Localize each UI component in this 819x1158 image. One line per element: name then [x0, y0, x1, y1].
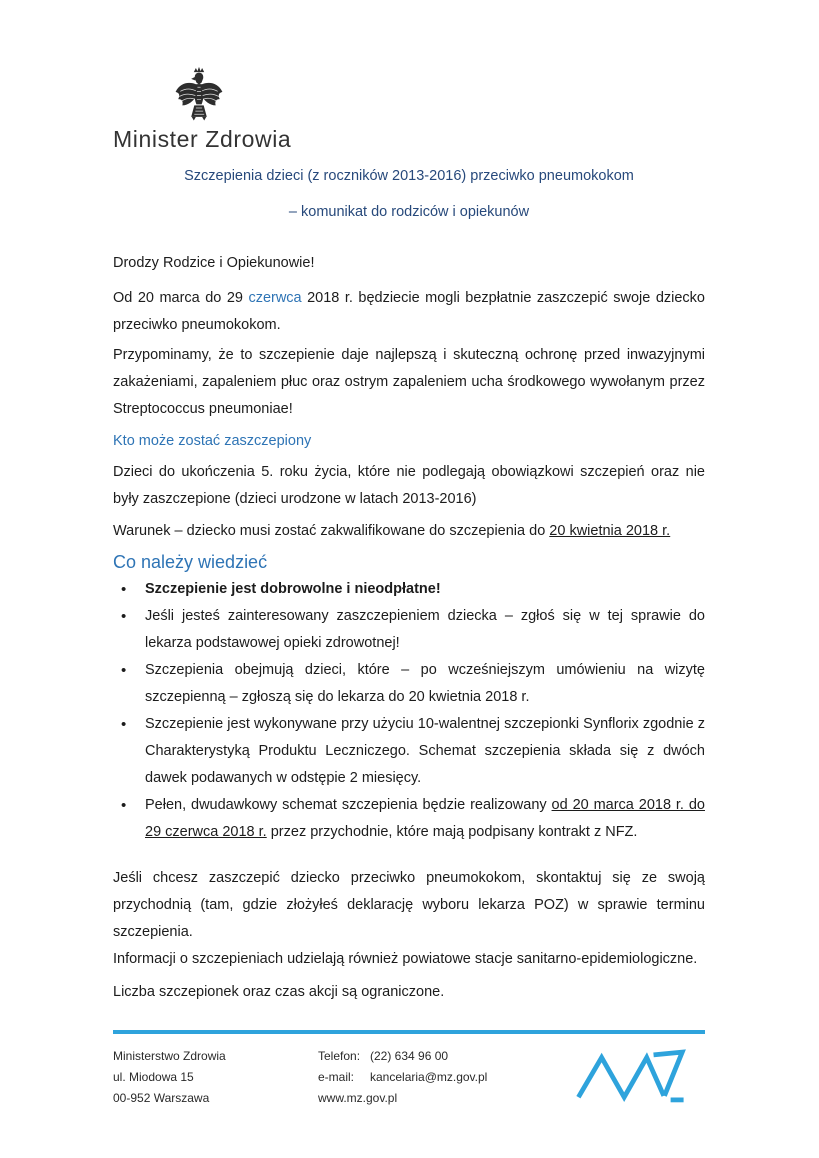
bullet-schedule-dates-underlined: od 20 marca 2018 r. do 29 czerwca 2018 r. [145, 797, 705, 840]
footer-phone-row [318, 1046, 553, 1067]
condition-deadline-underlined: 20 kwietnia 2018 r. [549, 523, 671, 539]
intro-month-highlight: czerwca [248, 290, 302, 306]
document-title [113, 167, 705, 221]
footer-address-city: 00-952 Warszawa [113, 1091, 210, 1105]
footer [113, 1046, 705, 1111]
document-body [113, 250, 705, 1006]
intro-seg1: Od 20 marca do 29 [113, 290, 249, 306]
paragraph-condition [113, 518, 705, 545]
paragraph-vaccination-period [113, 285, 705, 339]
footer-email-row [318, 1067, 553, 1088]
heading-who-can-be-vaccinated: Kto może zostać zaszczepiony [113, 433, 312, 449]
footer-contact [318, 1046, 553, 1109]
condition-seg1: Warunek – dziecko musi zostać zakwalifikowane do szczepienia do [113, 523, 550, 539]
footer-divider [113, 1030, 705, 1034]
bullet-contact-doctor: Jeśli jesteś zainteresowany zaszczepieniem dziecka – zgłoś się w tej sprawie do lekarza podstawowej opieki zdrowotnej! [145, 608, 705, 651]
heading-what-to-know: Co należy wiedzieć [113, 552, 268, 572]
paragraph-limited-supply: Liczba szczepionek oraz czas akcji są ograniczone. [113, 984, 445, 1000]
footer-website: www.mz.gov.pl [318, 1091, 398, 1105]
list-item [145, 603, 705, 657]
footer-email-value: kancelaria@mz.gov.pl [370, 1070, 488, 1084]
footer-address-org: Ministerstwo Zdrowia [113, 1049, 226, 1063]
list-item [145, 576, 705, 603]
list-item [145, 657, 705, 711]
footer-phone-label: Telefon: [318, 1049, 361, 1063]
list-item [145, 792, 705, 846]
bullet-schedule-seg1: Pełen, dwudawkowy schemat szczepienia będzie realizowany [145, 797, 552, 813]
polish-eagle-emblem [173, 66, 225, 124]
bullet-appointment: Szczepienia obejmują dzieci, które – po wcześniejszym umówieniu na wizytę szczepienną – zgłoszą się do lekarza do 20 kwietnia 2018 r. [145, 662, 705, 705]
bullet-synflorix-schema: Szczepienie jest wykonywane przy użyciu 10-walentnej szczepionki Synflorix zgodnie z Charakterystyką Produktu Leczniczego. Schemat szczepienia składa się z dwóch dawek podawanych w odstępie 2 miesięcy. [145, 716, 705, 786]
document-title-line1: Szczepienia dzieci (z roczników 2013-2016) przeciwko pneumokokom [184, 168, 634, 184]
ministry-name: Minister Zdrowia [113, 126, 292, 152]
mz-logo [557, 1046, 705, 1111]
footer-address-street: ul. Miodowa 15 [113, 1070, 194, 1084]
paragraph-contact-clinic: Jeśli chcesz zaszczepić dziecko przeciwko pneumokokom, skontaktuj się ze swoją przychodnią (tam, gdzie złożyłeś deklarację wyboru lekarza POZ) w sprawie terminu szczepienia. [113, 870, 705, 940]
key-points-list [113, 576, 705, 846]
bullet-schedule-seg3: przez przychodnie, które mają podpisany kontrakt z NFZ. [266, 824, 638, 840]
document-title-line2: – komunikat do rodziców i opiekunów [288, 204, 530, 220]
footer-address [113, 1046, 318, 1109]
bullet-voluntary-free: Szczepienie jest dobrowolne i nieodpłatne! [145, 581, 441, 597]
list-item [145, 711, 705, 792]
paragraph-reminder: Przypominamy, że to szczepienie daje najlepszą i skuteczną ochronę przed inwazyjnymi zakażeniami, zapaleniem płuc oraz ostrym zapaleniem ucha środkowego wywołanym przez Streptococcus pneumoniae! [113, 347, 705, 417]
footer-email-label: e-mail: [318, 1070, 355, 1084]
paragraph-sanitary-stations: Informacji o szczepieniach udzielają również powiatowe stacje sanitarno-epidemiologiczne. [113, 951, 698, 967]
paragraph-eligible-children: Dzieci do ukończenia 5. roku życia, które nie podlegają obowiązkowi szczepień oraz nie były zaszczepione (dzieci urodzone w latach 2013-2016) [113, 464, 705, 507]
intro-seg3: 2018 r. będziecie mogli bezpłatnie zaszczepić swoje dziecko przeciwko pneumokokom. [113, 290, 705, 333]
footer-phone-value: (22) 634 96 00 [370, 1049, 449, 1063]
salutation: Drodzy Rodzice i Opiekunowie! [113, 255, 315, 271]
